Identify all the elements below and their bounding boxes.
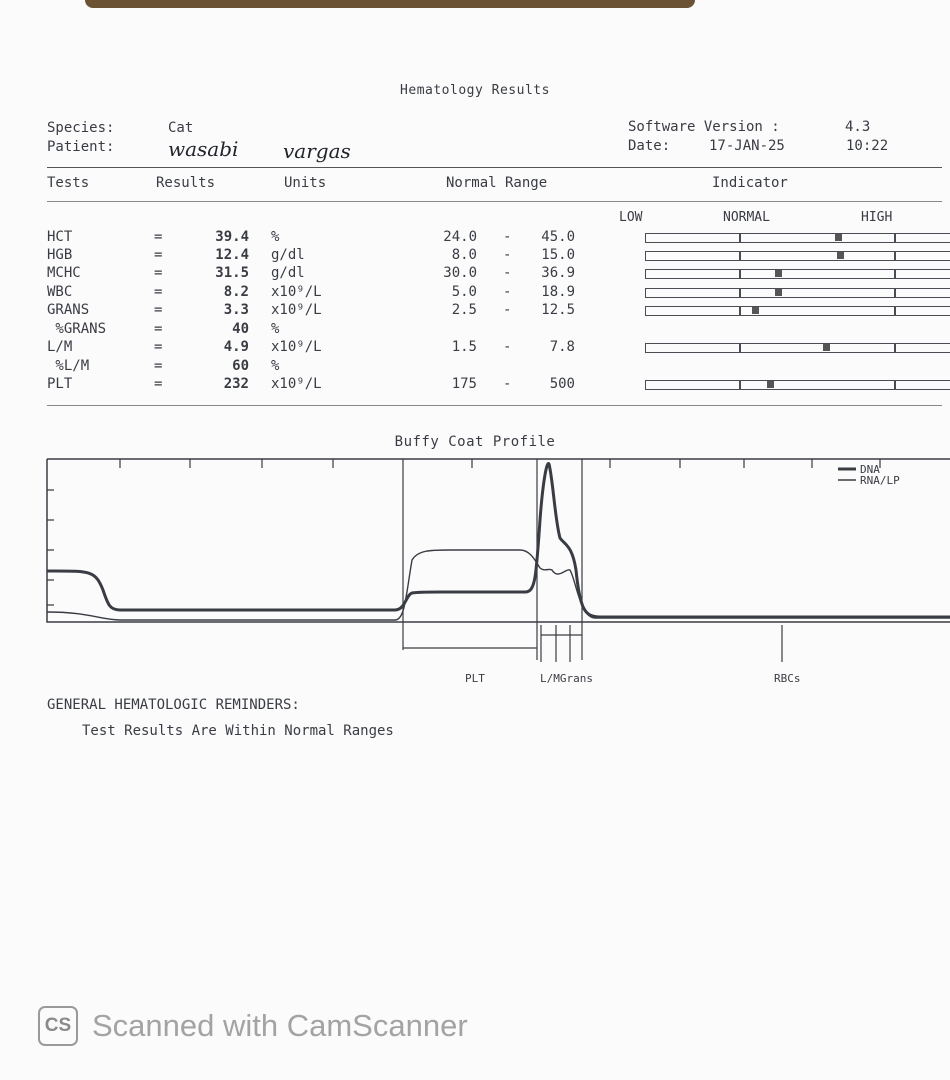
equals-sign: =	[154, 376, 163, 392]
range-tick	[739, 233, 741, 243]
test-value: 232	[223, 376, 249, 392]
chart-frame	[47, 459, 950, 622]
col-indicator: Indicator	[712, 175, 788, 191]
result-row-lm	[47, 339, 947, 357]
range-high: 7.8	[549, 339, 575, 355]
indicator-bar	[645, 288, 950, 298]
indicator-bar	[645, 380, 950, 390]
species-label: Species:	[47, 120, 115, 136]
patient-first-name: wasabi	[168, 137, 239, 161]
range-dash: -	[503, 247, 512, 263]
test-value: 8.2	[223, 284, 249, 300]
value-marker	[775, 289, 782, 296]
camscanner-logo: CS	[38, 1006, 78, 1046]
range-dash: -	[503, 284, 512, 300]
range-tick	[739, 380, 741, 390]
range-dash: -	[503, 265, 512, 281]
test-unit: x10⁹/L	[271, 339, 322, 355]
scale-normal: NORMAL	[723, 210, 770, 225]
reminders-heading: GENERAL HEMATOLOGIC REMINDERS:	[47, 697, 300, 713]
range-tick	[894, 288, 896, 298]
test-value: 39.4	[215, 229, 249, 245]
range-low: 5.0	[451, 284, 477, 300]
range-tick	[739, 306, 741, 316]
equals-sign: =	[154, 321, 163, 337]
range-tick	[739, 288, 741, 298]
range-low: 8.0	[451, 247, 477, 263]
range-tick	[894, 233, 896, 243]
value-marker	[837, 252, 844, 259]
range-tick	[894, 306, 896, 316]
result-row-hgb	[47, 247, 947, 265]
test-value: 12.4	[215, 247, 249, 263]
result-row-wbc	[47, 284, 947, 302]
columns-rule	[47, 201, 942, 202]
result-row-hct	[47, 229, 947, 247]
equals-sign: =	[154, 339, 163, 355]
indicator-bar	[645, 306, 950, 316]
result-row-pct-lm	[47, 358, 947, 376]
test-name: WBC	[47, 284, 73, 300]
test-unit: g/dl	[271, 247, 305, 263]
range-low: 2.5	[451, 302, 477, 318]
indicator-bar	[645, 233, 950, 243]
test-unit: g/dl	[271, 265, 305, 281]
range-high: 45.0	[541, 229, 575, 245]
test-name: PLT	[47, 376, 73, 392]
test-value: 40	[232, 321, 249, 337]
test-value: 4.9	[223, 339, 249, 355]
report-time: 10:22	[846, 138, 889, 154]
axis-ticks	[47, 459, 880, 605]
result-row-grans	[47, 302, 947, 320]
software-version: 4.3	[845, 119, 871, 135]
col-tests: Tests	[47, 175, 90, 191]
indicator-bar	[645, 251, 950, 261]
zone-label-plt: PLT	[465, 672, 485, 685]
range-low: 175	[451, 376, 477, 392]
range-dash: -	[503, 339, 512, 355]
indicator-bar	[645, 269, 950, 279]
report-date: 17-JAN-25	[709, 138, 785, 154]
dna-trace	[47, 463, 950, 617]
test-name: GRANS	[47, 302, 90, 318]
range-low: 30.0	[443, 265, 477, 281]
range-dash: -	[503, 376, 512, 392]
result-row-pct-grans	[47, 321, 947, 339]
value-marker	[835, 234, 842, 241]
reminders-text: Test Results Are Within Normal Ranges	[82, 723, 394, 739]
test-name: %L/M	[47, 358, 90, 374]
patient-last-name: vargas	[283, 139, 351, 163]
species-value: Cat	[168, 120, 194, 136]
range-high: 15.0	[541, 247, 575, 263]
result-row-mchc	[47, 265, 947, 283]
test-value: 60	[232, 358, 249, 374]
test-name: HGB	[47, 247, 73, 263]
camscanner-watermark	[38, 1003, 468, 1049]
test-unit: %	[271, 229, 280, 245]
test-name: HCT	[47, 229, 73, 245]
col-normal-range: Normal Range	[446, 175, 548, 191]
value-marker	[767, 381, 774, 388]
legend-rna-lp: RNA/LP	[860, 474, 900, 487]
result-row-plt	[47, 376, 947, 394]
range-high: 12.5	[541, 302, 575, 318]
col-units: Units	[284, 175, 327, 191]
zone-dividers	[403, 459, 782, 662]
zone-label-lm-grans: L/MGrans	[540, 672, 593, 685]
scale-high: HIGH	[861, 210, 893, 225]
equals-sign: =	[154, 229, 163, 245]
zone-label-rbcs: RBCs	[774, 672, 801, 685]
header-rule	[47, 167, 942, 168]
value-marker	[752, 307, 759, 314]
scale-low: LOW	[619, 210, 643, 225]
equals-sign: =	[154, 265, 163, 281]
buffy-coat-title: Buffy Coat Profile	[394, 434, 556, 450]
range-dash: -	[503, 302, 512, 318]
legend-dna: DNA	[860, 463, 880, 476]
range-high: 500	[549, 376, 575, 392]
range-high: 36.9	[541, 265, 575, 281]
range-tick	[739, 343, 741, 353]
range-tick	[894, 380, 896, 390]
value-marker	[823, 344, 830, 351]
camscanner-text: Scanned with CamScanner	[92, 1008, 468, 1043]
range-tick	[739, 251, 741, 261]
patient-label: Patient:	[47, 139, 115, 155]
indicator-bar	[645, 343, 950, 353]
range-tick	[894, 269, 896, 279]
test-unit: x10⁹/L	[271, 302, 322, 318]
test-name: L/M	[47, 339, 73, 355]
range-high: 18.9	[541, 284, 575, 300]
equals-sign: =	[154, 302, 163, 318]
range-tick	[894, 343, 896, 353]
col-results: Results	[156, 175, 216, 191]
test-unit: %	[271, 321, 280, 337]
test-value: 31.5	[215, 265, 249, 281]
range-dash: -	[503, 229, 512, 245]
range-low: 1.5	[451, 339, 477, 355]
equals-sign: =	[154, 358, 163, 374]
range-tick	[894, 251, 896, 261]
software-label: Software Version :	[628, 119, 780, 135]
date-label: Date:	[628, 138, 671, 154]
range-low: 24.0	[443, 229, 477, 245]
results-rule	[47, 405, 942, 406]
range-tick	[739, 269, 741, 279]
test-name: %GRANS	[47, 321, 107, 337]
test-name: MCHC	[47, 265, 81, 281]
buffy-coat-chart	[0, 450, 950, 695]
test-unit: %	[271, 358, 280, 374]
report-title: Hematology Results	[400, 83, 550, 98]
test-value: 3.3	[223, 302, 249, 318]
value-marker	[775, 270, 782, 277]
equals-sign: =	[154, 284, 163, 300]
equals-sign: =	[154, 247, 163, 263]
test-unit: x10⁹/L	[271, 376, 322, 392]
paper-edge	[85, 0, 695, 8]
test-unit: x10⁹/L	[271, 284, 322, 300]
